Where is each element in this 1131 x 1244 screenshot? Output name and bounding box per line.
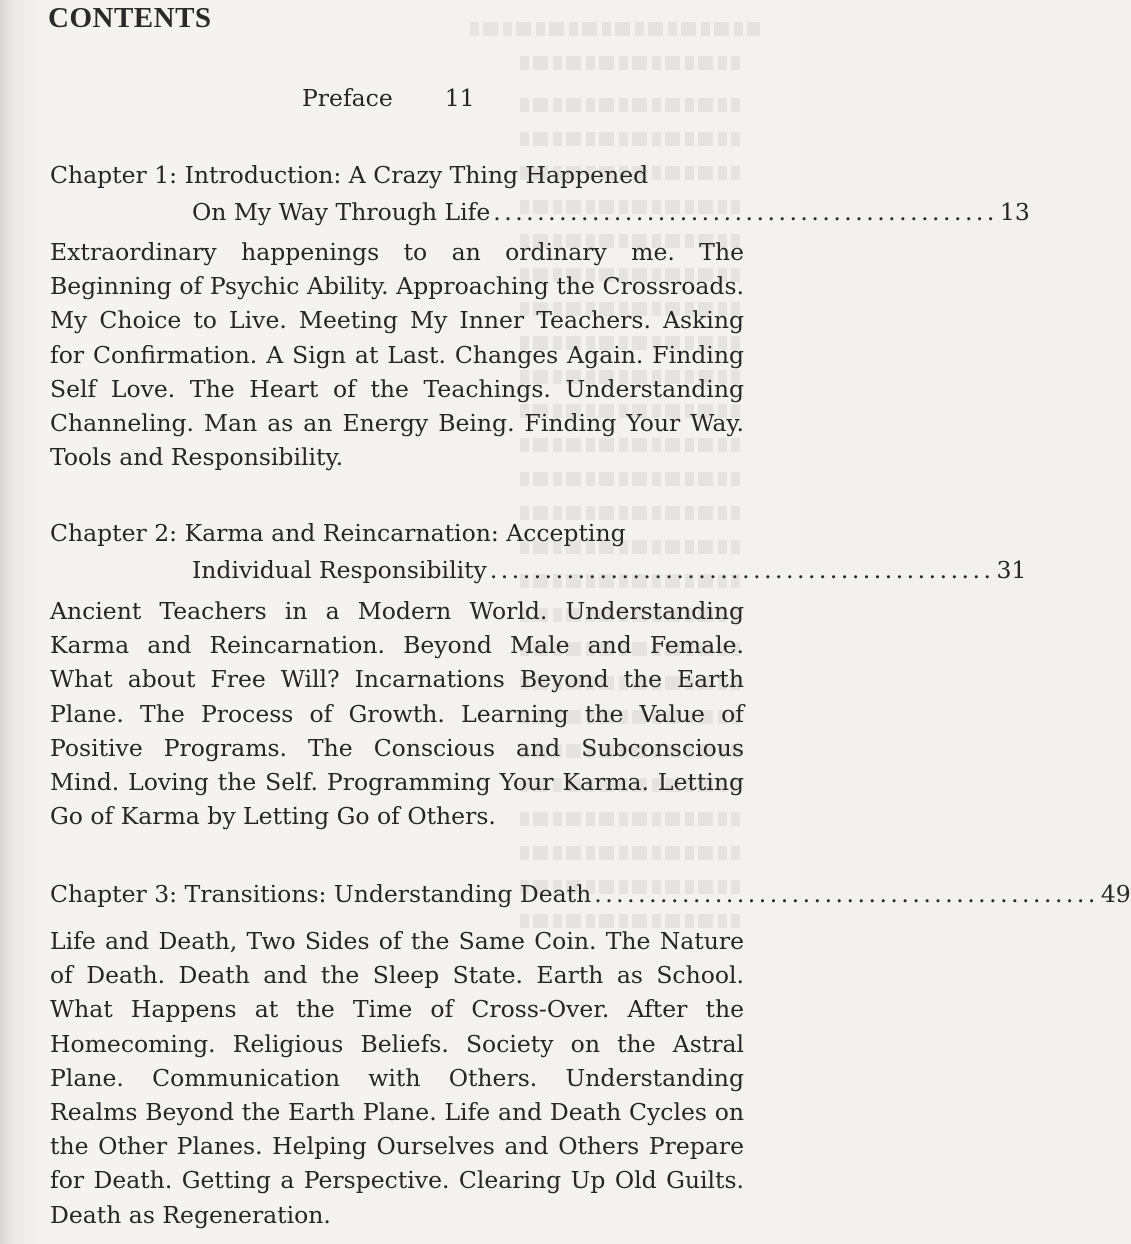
- chapter-3-label: Chapter 3:: [50, 880, 178, 908]
- chapter-2-page-number: 31: [996, 556, 1027, 584]
- chapter-2-label: Chapter 2:: [50, 519, 178, 547]
- chapter-2-summary: Ancient Teachers in a Modern World. Understanding Karma and Reincarnation. Beyond Male and Female. What about Free Will? Incarnations Beyond the Earth Plane. The Process of Growth. Learning the Value of Positive Programs. The Conscious and Subconscious Mind. Loving the Self. Programming Your Karma. Letting Go of Karma by Letting Go of Others.: [50, 597, 744, 831]
- chapter-3-entry: [50, 876, 1131, 913]
- dot-leader: ..............................................: [594, 880, 1099, 908]
- preface-label: Preface: [302, 84, 393, 112]
- chapter-3-title-line1: Transitions: Understanding Death: [184, 880, 592, 908]
- contents-heading: CONTENTS: [48, 2, 212, 34]
- chapter-1-page-number: 13: [999, 198, 1030, 226]
- preface-page-number: 11: [444, 84, 475, 112]
- dot-leader: ..............................................: [489, 556, 995, 584]
- chapter-3-page-number: 49: [1100, 880, 1131, 908]
- chapter-1-summary: Extraordinary happenings to an ordinary me. The Beginning of Psychic Ability. Approaching the Crossroads. My Choice to Live. Meeting My Inner Teachers. Asking for Confirmation. A Sign at Last. Changes Again. Finding Self Love. The Heart of the Teachings. Understanding Channeling. Man as an Energy Being. Finding Your Way. Tools and Responsibility.: [50, 238, 744, 472]
- chapter-1-label: Chapter 1:: [50, 161, 178, 189]
- preface-entry: [302, 84, 475, 112]
- dot-leader: ..............................................: [493, 198, 998, 226]
- chapter-1-entry: [50, 157, 1030, 231]
- chapter-1-title-line2: On My Way Through Life: [192, 198, 491, 226]
- chapter-3-summary: Life and Death, Two Sides of the Same Coin. The Nature of Death. Death and the Sleep State. Earth as School. What Happens at the Time of Cross-Over. After the Homecoming. Religious Beliefs. Society on the Astral Plane. Communication with Others. Understanding Realms Beyond the Earth Plane. Life and Death Cycles on the Other Planes. Helping Ourselves and Others Prepare for Death. Getting a Perspective. Clearing Up Old Guilts. Death as Regeneration.: [50, 927, 744, 1229]
- chapter-2-entry: [50, 515, 1027, 589]
- chapter-1-title-line1: Introduction: A Crazy Thing Happened: [184, 161, 649, 189]
- chapter-2-title-line2: Individual Responsibility: [192, 556, 487, 584]
- chapter-2-title-line1: Karma and Reincarnation: Accepting: [184, 519, 626, 547]
